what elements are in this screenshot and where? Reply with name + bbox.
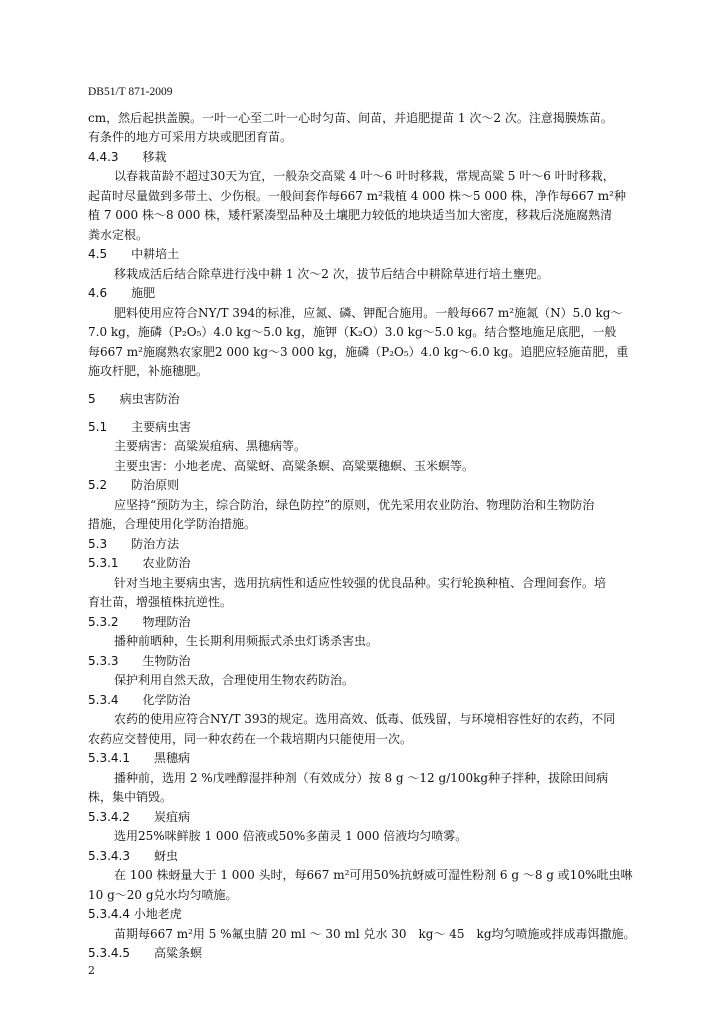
standard-number: DB51/T 871-2009 (88, 86, 173, 98)
page-number: 2 (88, 964, 95, 977)
body-text-line: 农药的使用应符合NY/T 393的规定。选用高效、低毒、低残留，与环境相容性好的农药，不同 (114, 712, 616, 726)
body-text-line: 播种前，选用 2 %戊唑醇湿拌种剂（有效成分）按 8 g ～12 g/100kg种子拌种，拔除田间病 (114, 771, 609, 785)
body-text-line: 以春栽苗龄不超过30天为宜，一般杂交高粱 4 叶～6 叶时移栽，常规高粱 5 叶～6 叶时移栽， (114, 169, 615, 183)
section-heading-5-3-2: 5.3.2 物理防治 (88, 615, 191, 629)
body-text-line: 10 g～20 g兑水均匀喷施。 (88, 888, 238, 902)
body-text-line: 主要虫害：小地老虎、高粱蚜、高粱条螟、高粱粟穗螟、玉米螟等。 (114, 459, 475, 473)
body-text-line: 7.0 kg，施磷（P₂O₅）4.0 kg～5.0 kg，施钾（K₂O）3.0 kg～5.0 kg。结合整地施足底肥，一般 (88, 325, 617, 339)
section-heading-4-6: 4.6 施肥 (88, 286, 156, 300)
body-text-line: 针对当地主要病虫害，选用抗病性和适应性较强的优良品种。实行轮换种植、合理间套作。培 (114, 576, 607, 590)
body-text-line: 植 7 000 株～8 000 株，矮杆紧凑型品种及土壤肥力较低的地块适当加大密度，移栽后浇施腐熟清 (88, 208, 613, 222)
body-text-line: 应坚持“预防为主，综合防治，绿色防控”的原则，优先采用农业防治、物理防治和生物防治 (114, 498, 595, 512)
section-heading-4-5: 4.5 中耕培土 (88, 247, 180, 261)
section-heading-5-3-4: 5.3.4 化学防治 (88, 693, 191, 707)
body-text-line: 育壮苗，增强植株抗逆性。 (88, 595, 233, 609)
body-text-line: 移栽成活后结合除草进行浅中耕 1 次～2 次，拔节后结合中耕除草进行培土壅兜。 (114, 267, 549, 281)
body-text-line: 有条件的地方可采用方块或肥团育苗。 (88, 130, 293, 144)
body-text-line: 每667 m²施腐熟农家肥2 000 kg～3 000 kg，施磷（P₂O₅）4.0 kg～6.0 kg。追肥应轻施苗肥，重 (88, 345, 629, 359)
body-text-line: 农药应交替使用，同一种农药在一个栽培期内只能使用一次。 (88, 732, 413, 746)
body-text-line: 粪水定根。 (88, 228, 149, 242)
section-heading-5-1: 5.1 主要病虫害 (88, 420, 192, 434)
body-text-line: 在 100 株蚜量大于 1 000 头时，每667 m²可用50%抗蚜威可湿性粉剂 6 g ～8 g 或10%吡虫啉 (114, 868, 633, 882)
section-heading-5-3-4-4: 5.3.4.4 小地老虎 (88, 907, 182, 921)
body-text-line: 保护利用自然天敌，合理使用生物农药防治。 (114, 673, 355, 687)
section-heading-5-3-4-3: 5.3.4.3 蚜虫 (88, 849, 178, 863)
body-text-line: 施攻杆肥，补施穗肥。 (88, 364, 209, 378)
body-text-line: 主要病害：高粱炭疽病、黑穗病等。 (114, 439, 307, 453)
chapter-heading-5: 5 病虫害防治 (88, 392, 180, 406)
body-text-line: 选用25%咪鲜胺 1 000 倍液或50%多菌灵 1 000 倍液均匀喷雾。 (114, 829, 468, 843)
body-text-line: 苗期每667 m²用 5 %氟虫腈 20 ml ～ 30 ml 兑水 30 kg～ 45 kg均匀喷施或拌成毒饵撒施。 (114, 927, 636, 941)
body-text-line: 株，集中销毁。 (88, 790, 173, 804)
body-text-line: 播种前晒种，生长期利用频振式杀虫灯诱杀害虫。 (114, 634, 379, 648)
section-heading-4-4-3: 4.4.3 移栽 (88, 150, 167, 164)
body-text-line: cm，然后起拱盖膜。一叶一心至二叶一心时匀苗、间苗，并追肥提苗 1 次～2 次。注意揭膜炼苗。 (88, 111, 613, 125)
section-heading-5-3: 5.3 防治方法 (88, 537, 180, 551)
body-text-line: 肥料使用应符合NY/T 394的标准，应氮、磷、钾配合施用。一般每667 m²施氮（N）5.0 kg～ (114, 306, 623, 320)
body-text-line: 起苗时尽量做到多带土、少伤根。一般间套作每667 m²栽植 4 000 株～5 000 株，净作每667 m²种 (88, 189, 626, 203)
section-heading-5-3-1: 5.3.1 农业防治 (88, 556, 191, 570)
section-heading-5-2: 5.2 防治原则 (88, 478, 180, 492)
section-heading-5-3-4-5: 5.3.4.5 高粱条螟 (88, 946, 202, 960)
section-heading-5-3-3: 5.3.3 生物防治 (88, 654, 191, 668)
section-heading-5-3-4-1: 5.3.4.1 黑穗病 (88, 751, 190, 765)
body-text-line: 措施，合理使用化学防治措施。 (88, 517, 257, 531)
section-heading-5-3-4-2: 5.3.4.2 炭疽病 (88, 810, 190, 824)
